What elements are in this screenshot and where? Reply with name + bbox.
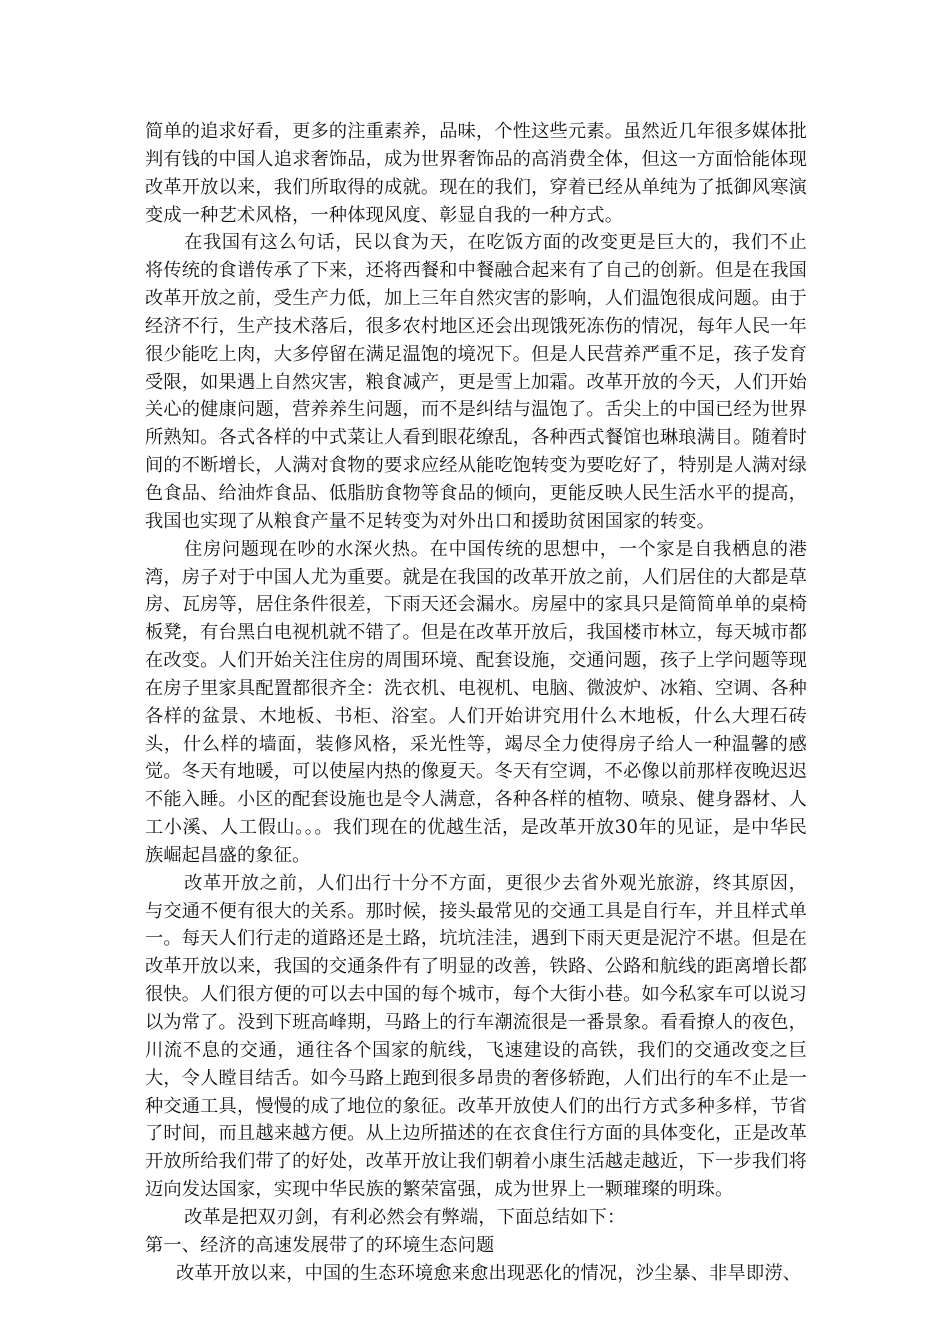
section-heading-environment: 第一、经济的高速发展带了的环境生态问题 (145, 1234, 495, 1256)
paragraph-housing: 住房问题现在吵的水深火热。在中国传统的思想中，一个家是自我栖息的港湾，房子对于中国人尤为重要。就是在我国的改革开放之前，人们居住的大都是草房、瓦房等，居住条件很差，下雨天还会漏水。房屋中的家具只是简简单单的桌椅板凳，有台黑白电视机就不错了。但是在改革开放后，我国楼市林立，每天城市都在改变。人们开始关注住房的周围环境、配套设施，交通问题，孩子上学问题等现在房子里家具配置都很齐全：洗衣机、电视机、电脑、微波炉、冰箱、空调、各种各样的盆景、木地板、书柜、浴室。人们开始讲究用什么木地板，什么大理石砖头，什么样的墙面，装修风格，采光性等，竭尽全力使得房子给人一种温馨的感觉。冬天有地暖，可以使屋内热的像夏天。冬天有空调，不必像以前那样夜晚迟迟不能入睡。小区的配套设施也是令人满意，各种各样的植物、喷泉、健身器材、人工小溪、人工假山。。。我们现在的优越生活，是改革开放30年的见证，是中华民族崛起昌盛的象征。 (145, 538, 807, 866)
paragraph-summary-intro: 改革是把双刃剑，有利必然会有弊端，下面总结如下： (184, 1206, 626, 1228)
paragraph-environment: 改革开放以来，中国的生态环境愈来愈出现恶化的情况，沙尘暴、非旱即涝、 (175, 1262, 802, 1284)
paragraph-clothing: 简单的追求好看，更多的注重素养，品味，个性这些元素。虽然近几年很多媒体批判有钱的中国人追求奢饰品，成为世界奢饰品的高消费全体，但这一方面恰能体现改革开放以来，我们所取得的成就。现在的我们，穿着已经从单纯为了抵御风寒演变成一种艺术风格，一种体现风度、彰显自我的一种方式。 (145, 121, 807, 226)
document-page (145, 118, 807, 1287)
paragraph-transport: 改革开放之前，人们出行十分不方面，更很少去省外观光旅游，终其原因，与交通不便有很大的关系。那时候，接头最常见的交通工具是自行车，并且样式单一。每天人们行走的道路还是土路，坑坑洼洼，遇到下雨天更是泥泞不堪。但是在改革开放以来，我国的交通条件有了明显的改善，铁路、公路和航线的距离增长都很快。人们很方便的可以去中国的每个城市，每个大街小巷。如今私家车可以说习以为常了。没到下班高峰期，马路上的行车潮流很是一番景象。看看撩人的夜色，川流不息的交通，通往各个国家的航线，飞速建设的高铁，我们的交通改变之巨大，令人瞠目结舌。如今马路上跑到很多昂贵的奢侈轿跑，人们出行的车不止是一种交通工具，慢慢的成了地位的象征。改革开放使人们的出行方式多种多样，节省了时间，而且越来越方便。从上边所描述的在衣食住行方面的具体变化，正是改革开放所给我们带了的好处，改革开放让我们朝着小康生活越走越近，下一步我们将迈向发达国家，实现中华民族的繁荣富强，成为世界上一颗璀璨的明珠。 (145, 872, 807, 1201)
paragraph-food: 在我国有这么句话，民以食为天，在吃饭方面的改变更是巨大的，我们不止将传统的食谱传承了下来，还将西餐和中餐融合起来有了自己的创新。但是在我国改革开放之前，受生产力低，加上三年自然灾害的影响，人们温饱很成问题。由于经济不行，生产技术落后，很多农村地区还会出现饿死冻伤的情况，每年人民一年很少能吃上肉，大多停留在满足温饱的境况下。但是人民营养严重不足，孩子发育受限，如果遇上自然灾害，粮食减产，更是雪上加霜。改革开放的今天，人们开始关心的健康问题，营养养生问题，而不是纠结与温饱了。舌尖上的中国已经为世界所熟知。各式各样的中式菜让人看到眼花缭乱，各种西式餐馆也琳琅满目。随着时间的不断增长，人满对食物的要求应经从能吃饱转变为要吃好了，特别是人满对绿色食品、给油炸食品、低脂肪食物等食品的倾向，更能反映人民生活水平的提高，我国也实现了从粮食产量不足转变为对外出口和援助贫困国家的转变。 (145, 232, 807, 532)
